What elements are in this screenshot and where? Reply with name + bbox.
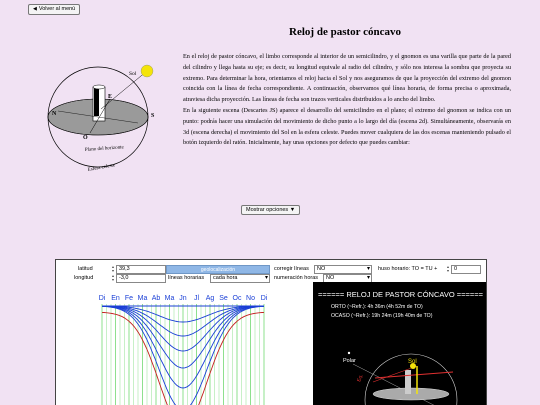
huso-horario-input[interactable]: 0 <box>451 265 481 274</box>
latitud-input[interactable]: 39,3 <box>116 265 166 274</box>
polar-label: Polar <box>343 358 356 364</box>
intro-paragraph-2: En la siguiente escena (Descartes JS) aparece el desarrollo del semicilindro en el plano; el extremo del gnomon se indica con un punto: podrás hacer una simulación del movimiento de dicho punto a lo largo del día (escena 2d). Simultáneamente, observarás en 3d (escena derecha) el movimiento del Sol en la esfera celeste. Puedes mover cualquiera de las dos escenas manteniendo pulsado el botón izquierdo del ratón. Inicialmente, hay unas opciones por defecto que puedes cambiar: <box>183 106 511 147</box>
back-to-menu-label: Volver al menú <box>38 6 76 12</box>
corregir-lineas-select[interactable]: NO ▾ <box>314 265 372 274</box>
show-options-button[interactable] <box>241 205 300 215</box>
month-label: Jl <box>193 295 200 302</box>
longitud-label: longitud <box>74 275 94 281</box>
show-options-label: Mostrar opciones <box>246 207 289 213</box>
month-label: Ag <box>205 295 215 302</box>
month-label: Ab <box>151 295 161 302</box>
corregir-lineas-label: corregir líneas <box>274 266 309 272</box>
sol-label: Sol <box>129 71 137 77</box>
longitud-spinner-icon[interactable]: ▴ ▾ <box>112 273 115 282</box>
month-label: Di <box>260 295 268 302</box>
month-label: Di <box>98 295 106 302</box>
horizon-plane-label: Plano del horizonte <box>84 145 124 153</box>
month-label: Ma <box>137 295 148 302</box>
arrow-left-icon: ◀ <box>33 6 37 12</box>
sundial-illustration <box>30 55 170 185</box>
month-label: Ma <box>164 295 175 302</box>
celestial-sphere-label: Esfera celeste <box>87 163 116 173</box>
huso-horario-label: huso horario: TO = TU + <box>378 266 438 272</box>
lineas-horarias-select[interactable]: cada hora ▾ <box>210 274 270 283</box>
sphere-3d-view <box>313 282 487 405</box>
huso-spinner-icon[interactable]: ▴ ▾ <box>447 264 450 273</box>
west-label: O <box>83 135 88 141</box>
month-label: En <box>111 295 120 302</box>
equator-label: Eq. <box>356 373 365 383</box>
month-label: No <box>246 295 255 302</box>
intro-text <box>183 52 511 149</box>
latitud-spinner-icon[interactable]: ▴ ▾ <box>112 264 115 273</box>
geolocation-button[interactable]: geolocalización <box>166 265 270 274</box>
numeracion-horas-label: numeración horas <box>274 275 319 281</box>
intro-paragraph-1: En el reloj de pastor cóncavo, el limbo corresponde al interior de un semicilindro, y el gnomon es una varilla que parte de la pared del cilindro y llega hasta su eje; es decir, su longitud equivale al radio del cilindro, y sólo nos interesa la sombra que proyecta su extremo. Para determinar la hora, orientamos el reloj hacia el Sol y nos aseguramos de que la proyección del extremo del gnomon coincida con la línea de fecha correspondiente. A continuación, observamos qué línea horaria, de forma precisa o aproximada, atraviesa dicha proyección. Las líneas de fecha son trazos verticales distribuidos a lo ancho del limbo. <box>183 53 511 104</box>
back-to-menu-button[interactable] <box>28 4 80 15</box>
month-label: Oc <box>232 295 242 302</box>
latitud-label: latitud <box>78 266 93 272</box>
page-title: Reloj de pastor cóncavo <box>289 26 401 38</box>
cylinder-development-plot[interactable] <box>56 282 314 405</box>
sun-icon <box>141 65 153 77</box>
orto-text: ORTO (~Refr.): 4h 36m (4h 52m de TO) <box>331 304 423 310</box>
month-label: Se <box>219 295 228 302</box>
south-label: S <box>151 113 155 119</box>
sundial-applet[interactable] <box>55 259 487 405</box>
ocaso-text: OCASO (~Refr.): 19h 24m (19h 40m de TO) <box>331 313 433 319</box>
east-label: E <box>108 94 113 100</box>
lineas-horarias-label: líneas horarias <box>168 275 205 281</box>
sol-3d-label: Sol <box>408 359 417 365</box>
month-label: Jn <box>179 295 187 302</box>
triangle-down-icon: ▼ <box>289 207 296 213</box>
month-label: Fe <box>124 295 134 302</box>
sphere-title: ====== RELOJ DE PASTOR CÓNCAVO ====== <box>317 290 484 299</box>
celestial-sphere-panel[interactable] <box>313 282 487 405</box>
numeracion-horas-select[interactable]: NO ▾ <box>323 274 372 283</box>
longitud-input[interactable]: -3,0 <box>116 274 166 283</box>
north-label: N <box>52 111 57 117</box>
